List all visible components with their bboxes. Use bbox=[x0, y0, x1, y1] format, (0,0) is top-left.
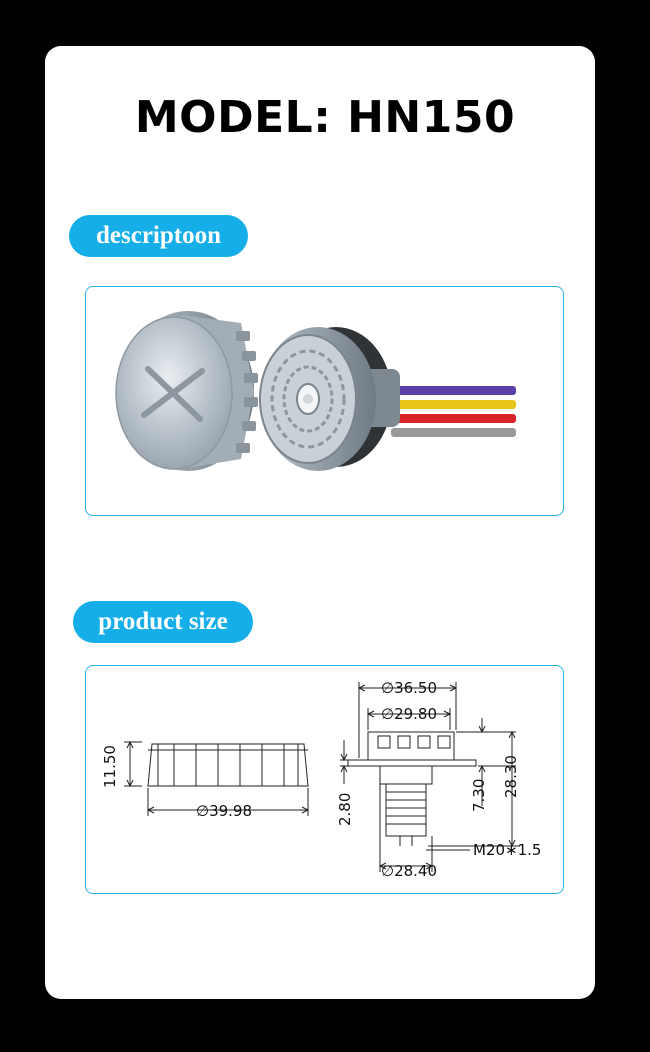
dimension-drawing-frame bbox=[85, 665, 564, 894]
sensor-body bbox=[260, 327, 400, 471]
dim-thread-diameter: ∅28.40 bbox=[381, 862, 438, 880]
section-badge-description: descriptoon bbox=[69, 215, 248, 257]
wire bbox=[391, 386, 516, 395]
dim-total-height: 28.30 bbox=[502, 755, 520, 798]
wire bbox=[391, 428, 516, 437]
wire bbox=[391, 400, 516, 409]
wire-bundle bbox=[391, 386, 516, 437]
dim-thread-spec: M20∗1.5 bbox=[473, 841, 542, 859]
page-title: MODEL: HN150 bbox=[134, 92, 516, 143]
dim-body-inner-diameter: ∅29.80 bbox=[381, 705, 438, 723]
product-photo-frame bbox=[85, 286, 564, 516]
section-badge-product-size: product size bbox=[73, 601, 253, 643]
technical-drawing bbox=[86, 666, 563, 893]
dim-flange-thickness: 2.80 bbox=[336, 792, 354, 826]
dim-cap-diameter: ∅39.98 bbox=[196, 802, 253, 820]
sensor-product-illustration bbox=[86, 287, 563, 515]
sensor-cap bbox=[116, 311, 258, 471]
dim-body-outer-diameter: ∅36.50 bbox=[381, 679, 438, 697]
wire bbox=[391, 414, 516, 423]
dim-cap-height: 11.50 bbox=[101, 745, 119, 788]
dimension-labels bbox=[101, 679, 541, 880]
dim-head-height: 7.30 bbox=[470, 778, 488, 812]
